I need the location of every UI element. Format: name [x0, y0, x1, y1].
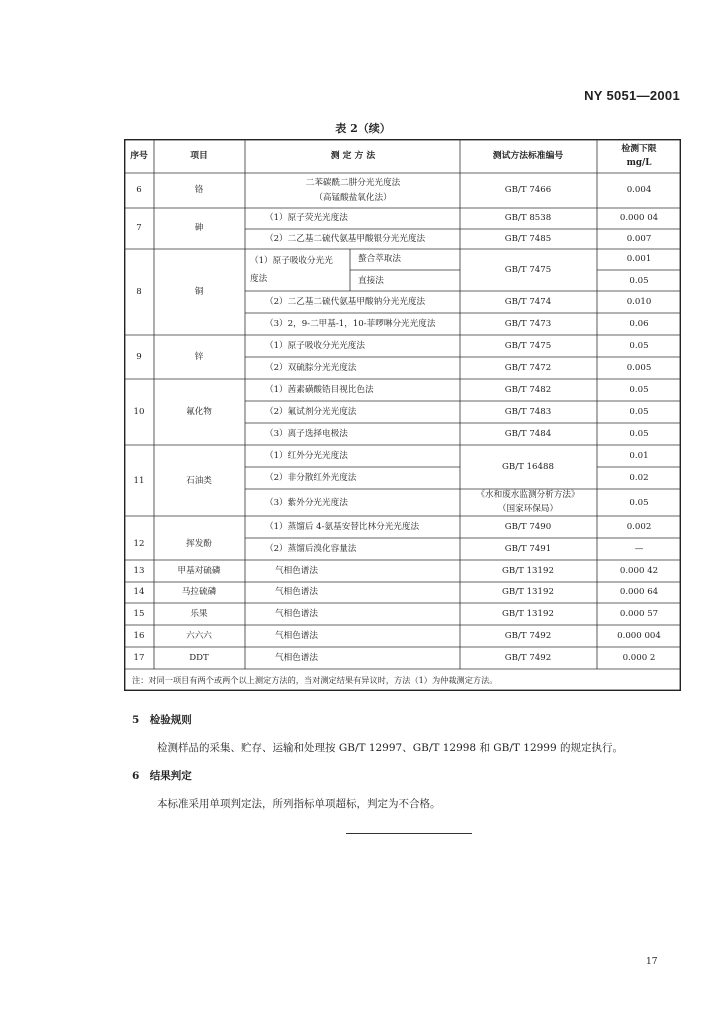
row-no: 13 — [133, 566, 145, 576]
row-item: 铜 — [194, 287, 204, 297]
row-item: 甲基对硫磷 — [177, 566, 221, 576]
row-limit: 0.005 — [626, 363, 652, 373]
row-item: 乐果 — [190, 609, 208, 619]
row-limit: 0.000 64 — [619, 587, 659, 597]
row-limit: 0.007 — [626, 234, 652, 244]
row-limit: 0.05 — [629, 407, 649, 417]
row-method: （1）原子吸收分光光 — [250, 256, 333, 266]
row-item: 挥发酚 — [186, 539, 212, 549]
row-method: （1）蒸馏后 4-氨基安替比林分光光度法 — [265, 522, 420, 532]
row-limit: 0.000 004 — [617, 631, 661, 641]
col-header-limit: 检测下限 — [621, 144, 657, 154]
row-method: （1）原子荧光光度法 — [265, 213, 348, 223]
row-standard: GB/T 7482 — [504, 385, 552, 395]
row-item: 六六六 — [186, 631, 212, 641]
row-limit: 0.05 — [629, 276, 649, 286]
row-standard: GB/T 7491 — [504, 544, 552, 554]
row-item: DDT — [189, 653, 209, 663]
row-method: （3）2，9-二甲基-1，10-菲啰啉分光光度法 — [265, 319, 436, 329]
row-method: 气相色谱法 — [275, 631, 318, 641]
row-method: （2）二乙基二硫代氨基甲酸银分光光度法 — [265, 234, 426, 244]
row-method: 气相色谱法 — [275, 609, 318, 619]
row-no: 9 — [136, 352, 142, 362]
row-standard: GB/T 7483 — [504, 407, 552, 417]
row-limit: 0.05 — [629, 429, 649, 439]
row-standard: GB/T 7466 — [504, 185, 552, 195]
row-standard: GB/T 7473 — [504, 319, 552, 329]
row-item: 锌 — [194, 352, 204, 362]
row-standard: GB/T 7472 — [504, 363, 552, 373]
standard-number: NY 5051—2001 — [584, 88, 680, 103]
row-submethod: 直接法 — [358, 276, 384, 286]
row-method: （2）氟试剂分光光度法 — [265, 407, 357, 417]
row-item: 马拉硫磷 — [181, 587, 217, 597]
section-5-title: 5 检验规则 — [132, 714, 192, 726]
row-standard: GB/T 7484 — [504, 429, 552, 439]
row-limit: 0.004 — [626, 185, 652, 195]
row-limit: 0.01 — [629, 451, 649, 461]
row-method: 气相色谱法 — [275, 653, 318, 663]
row-method: 二苯碳酰二肼分光光度法 — [305, 178, 401, 188]
section-5-body: 检测样品的采集、贮存、运输和处理按 GB/T 12997、GB/T 12998 和 GB/T 12999 的规定执行。 — [157, 742, 624, 754]
row-standard: GB/T 7475 — [504, 341, 552, 351]
row-limit: 0.000 04 — [619, 213, 659, 223]
row-no: 8 — [136, 287, 142, 297]
row-no: 12 — [133, 539, 145, 549]
row-limit: 0.05 — [629, 498, 649, 508]
col-header-standard: 测试方法标准编号 — [492, 151, 564, 161]
row-limit: 0.000 2 — [622, 653, 656, 663]
row-standard: GB/T 13192 — [502, 609, 554, 619]
row-method: （2）非分散红外光度法 — [265, 473, 357, 483]
row-limit: 0.000 42 — [619, 566, 659, 576]
row-item: 氟化物 — [186, 407, 212, 417]
row-item: 石油类 — [186, 476, 212, 486]
table-caption: 表 2（续） — [335, 122, 391, 135]
row-item: 砷 — [194, 223, 204, 233]
row-method: （3）紫外分光光度法 — [265, 498, 348, 508]
table-note: 注：对同一项目有两个或两个以上测定方法的，当对测定结果有异议时，方法（1）为仲裁测定方法。 — [132, 675, 498, 685]
row-method: （1）茜素磺酸锆目视比色法 — [265, 385, 374, 395]
row-no: 16 — [133, 631, 145, 641]
row-limit: 0.002 — [626, 522, 652, 532]
row-standard: GB/T 7490 — [504, 522, 552, 532]
row-method: 气相色谱法 — [275, 566, 318, 576]
row-limit: — — [634, 544, 644, 554]
row-item: 铬 — [194, 185, 204, 195]
col-header-no: 序号 — [130, 151, 148, 161]
row-standard: 《水和废水监测分析方法》 — [476, 490, 580, 500]
row-method: 度法 — [250, 274, 268, 284]
end-rule — [346, 833, 472, 834]
row-no: 14 — [133, 587, 145, 597]
row-standard: GB/T 13192 — [502, 587, 554, 597]
row-no: 15 — [133, 609, 145, 619]
row-standard: GB/T 7474 — [504, 297, 552, 307]
row-limit: 0.001 — [626, 254, 652, 264]
row-no: 11 — [133, 476, 145, 486]
row-standard: GB/T 7485 — [504, 234, 552, 244]
row-method: （高锰酸盐氧化法） — [314, 193, 392, 203]
row-method: （2）双硫腙分光光度法 — [265, 363, 357, 373]
section-6-body: 本标准采用单项判定法，所列指标单项超标，判定为不合格。 — [157, 798, 441, 810]
row-standard: GB/T 13192 — [502, 566, 554, 576]
row-limit: 0.05 — [629, 341, 649, 351]
data-table — [124, 139, 681, 691]
row-no: 7 — [136, 223, 142, 233]
page-number: 17 — [646, 957, 658, 967]
row-method: （1）原子吸收分光光度法 — [265, 341, 365, 351]
row-method: （2）二乙基二硫代氨基甲酸钠分光光度法 — [265, 297, 426, 307]
row-standard: GB/T 7475 — [504, 265, 552, 275]
row-standard: （国家环保局） — [497, 504, 559, 514]
col-header-method: 测 定 方 法 — [330, 151, 376, 161]
row-limit: 0.05 — [629, 385, 649, 395]
row-limit: 0.06 — [629, 319, 649, 329]
row-no: 17 — [133, 653, 145, 663]
row-no: 6 — [136, 185, 142, 195]
row-limit: 0.010 — [626, 297, 652, 307]
row-method: （3）离子选择电极法 — [265, 429, 348, 439]
row-submethod: 螯合萃取法 — [358, 254, 401, 264]
row-method: 气相色谱法 — [275, 587, 318, 597]
row-limit: 0.000 57 — [619, 609, 659, 619]
row-method: （1）红外分光光度法 — [265, 451, 348, 461]
row-method: （2）蒸馏后溴化容量法 — [265, 544, 357, 554]
col-header-limit-unit: mg/L — [626, 158, 652, 168]
row-limit: 0.02 — [629, 473, 649, 483]
col-header-item: 项目 — [190, 151, 208, 161]
section-6-title: 6 结果判定 — [132, 770, 192, 782]
row-standard: GB/T 8538 — [504, 213, 552, 223]
row-no: 10 — [133, 407, 145, 417]
row-standard: GB/T 7492 — [504, 653, 552, 663]
row-standard: GB/T 7492 — [504, 631, 552, 641]
row-standard: GB/T 16488 — [502, 462, 554, 472]
